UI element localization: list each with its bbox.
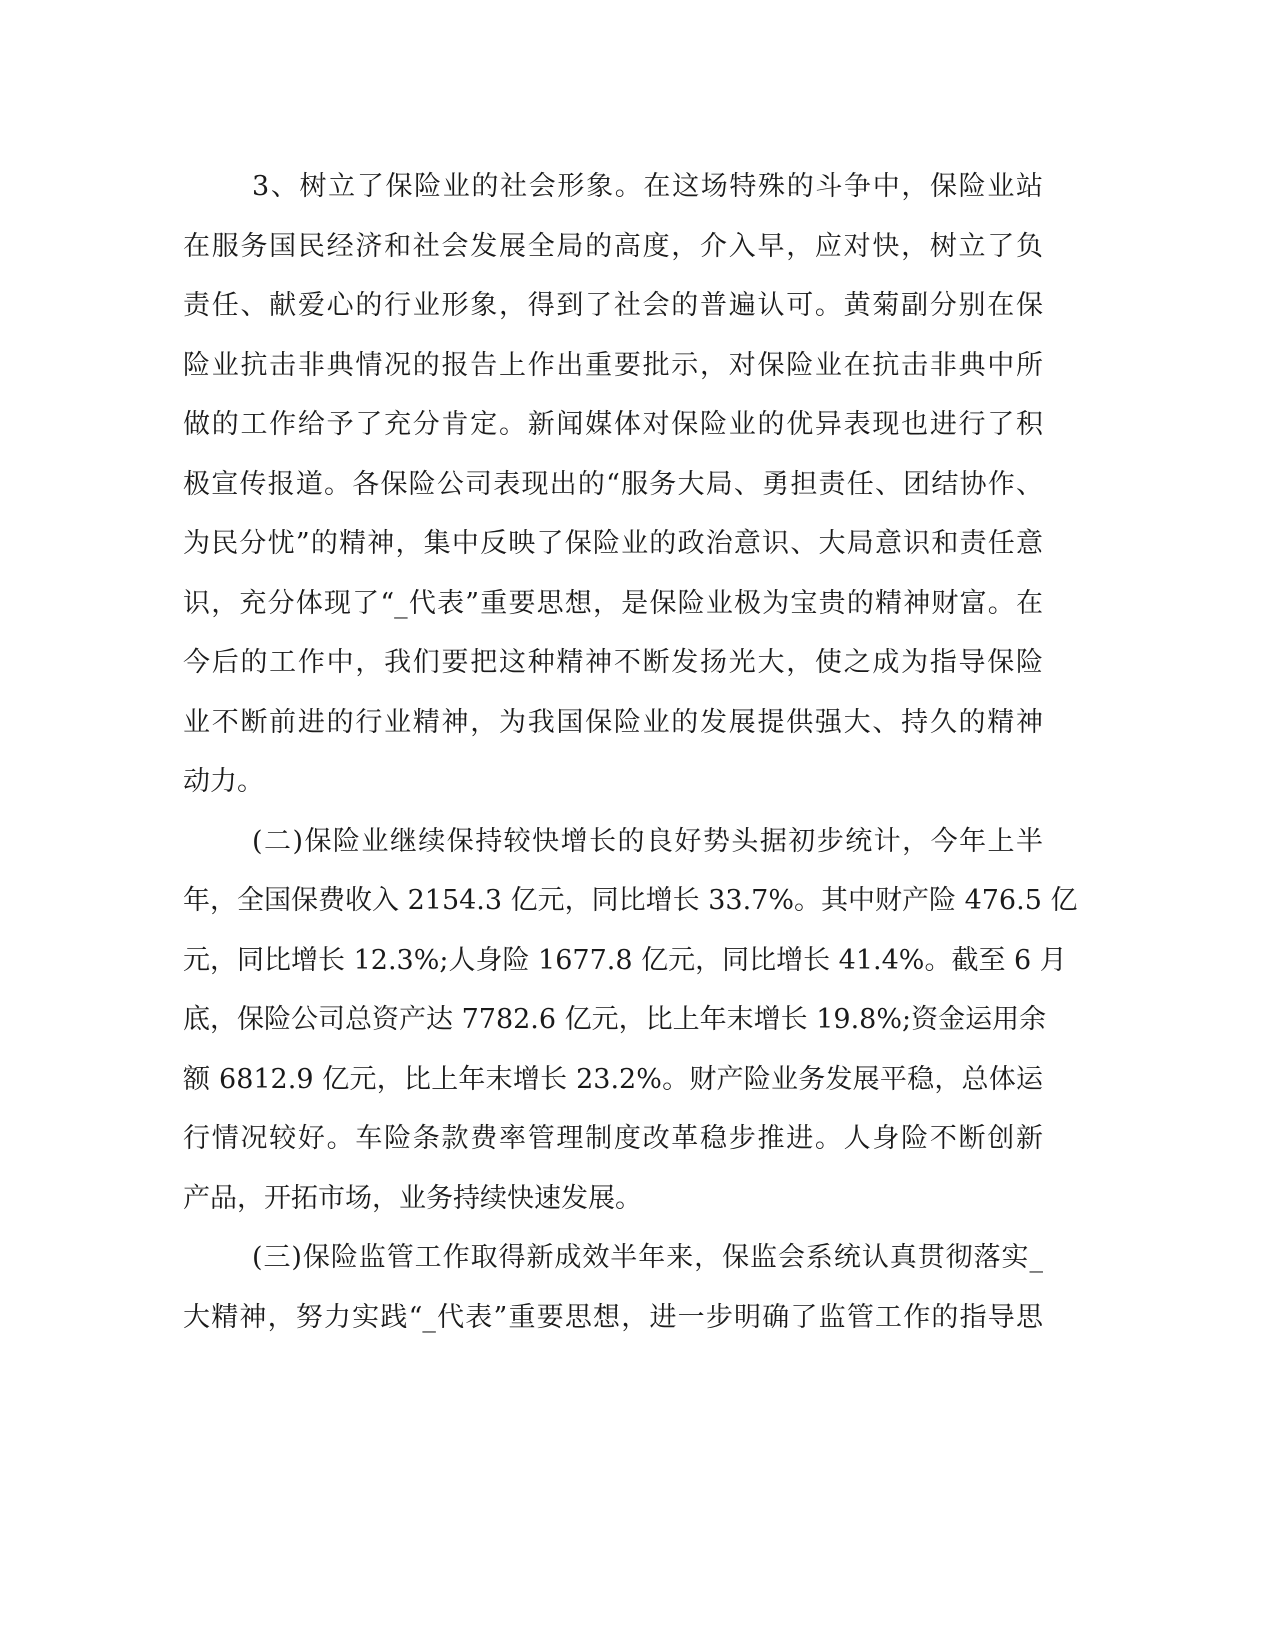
text-line: 极宣传报道。各保险公司表现出的“服务大局、勇担责任、团结协作、 bbox=[183, 468, 1043, 500]
text-line: 今后的工作中，我们要把这种精神不断发扬光大，使之成为指导保险 bbox=[183, 647, 1043, 678]
text-line: 额 6812.9 亿元，比上年末增长 23.2%。财产险业务发展平稳，总体运 bbox=[183, 1063, 1043, 1095]
text-line: 3、树立了保险业的社会形象。在这场特殊的斗争中，保险业站 bbox=[252, 171, 1043, 202]
text-line: 在服务国民经济和社会发展全局的高度，介入早，应对快，树立了负 bbox=[183, 230, 1043, 262]
text-line: 责任、献爱心的行业形象，得到了社会的普遍认可。黄菊副分别在保 bbox=[183, 290, 1043, 321]
text-line: 底，保险公司总资产达 7782.6 亿元，比上年末增长 19.8%;资金运用余 bbox=[183, 1004, 1047, 1035]
text-line: 险业抗击非典情况的报告上作出重要批示，对保险业在抗击非典中所 bbox=[183, 349, 1043, 381]
document-body bbox=[183, 157, 1078, 1347]
text-line: (二)保险业继续保持较快增长的良好势头据初步统计，今年上半 bbox=[252, 825, 1043, 857]
paragraph-supervision bbox=[183, 1228, 1043, 1347]
text-line: 业不断前进的行业精神，为我国保险业的发展提供强大、持久的精神 bbox=[183, 706, 1043, 738]
text-line: (三)保险监管工作取得新成效半年来，保监会系统认真贯彻落实_ bbox=[252, 1242, 1043, 1273]
text-line: 识，充分体现了“_代表”重要思想，是保险业极为宝贵的精神财富。在 bbox=[183, 587, 1043, 619]
text-line: 大精神，努力实践“_代表”重要思想，进一步明确了监管工作的指导思 bbox=[183, 1301, 1043, 1333]
text-line: 年，全国保费收入 2154.3 亿元，同比增长 33.7%。其中财产险 476.5 亿 bbox=[183, 885, 1078, 916]
text-line: 动力。 bbox=[183, 766, 264, 797]
paragraph-growth-statistics bbox=[183, 812, 1078, 1229]
text-line: 做的工作给予了充分肯定。新闻媒体对保险业的优异表现也进行了积 bbox=[183, 409, 1043, 440]
text-line: 为民分忧”的精神，集中反映了保险业的政治意识、大局意识和责任意 bbox=[183, 528, 1043, 559]
text-line: 行情况较好。车险条款费率管理制度改革稳步推进。人身险不断创新 bbox=[183, 1123, 1043, 1154]
paragraph-social-image bbox=[183, 157, 1043, 812]
text-line: 产品，开拓市场，业务持续快速发展。 bbox=[183, 1182, 642, 1214]
text-line: 元，同比增长 12.3%;人身险 1677.8 亿元，同比增长 41.4%。截至 6 月 bbox=[183, 944, 1067, 976]
